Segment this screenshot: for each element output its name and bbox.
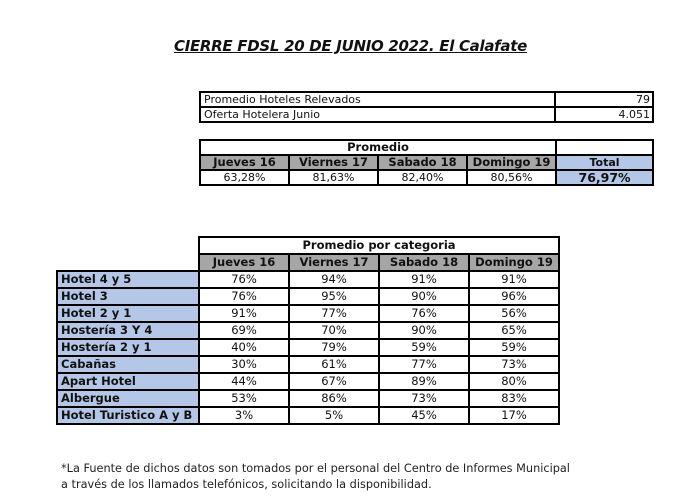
category-value: 83% <box>469 390 559 407</box>
info-table <box>199 91 654 123</box>
page-title: CIERRE FDSL 20 DE JUNIO 2022. El Calafate <box>174 37 527 55</box>
table-row <box>57 339 559 356</box>
day-value: 81,63% <box>289 170 378 185</box>
total-header: Total <box>556 155 653 170</box>
category-value: 59% <box>379 339 469 356</box>
table-row <box>57 407 559 424</box>
category-value: 80% <box>469 373 559 390</box>
category-value: 76% <box>379 305 469 322</box>
category-value: 30% <box>199 356 289 373</box>
day-header: Domingo 19 <box>469 254 559 271</box>
info-value: 4.051 <box>555 107 653 122</box>
category-value: 40% <box>199 339 289 356</box>
category-label: Cabañas <box>57 356 199 373</box>
empty-cell <box>556 140 653 155</box>
info-value: 79 <box>555 92 653 107</box>
category-value: 91% <box>469 271 559 288</box>
day-header: Jueves 16 <box>200 155 289 170</box>
table-row <box>57 373 559 390</box>
category-value: 90% <box>379 288 469 305</box>
day-value: 82,40% <box>378 170 467 185</box>
empty-cell <box>57 237 199 254</box>
table-header-row <box>57 237 559 254</box>
day-header-row <box>200 155 653 170</box>
day-value: 80,56% <box>467 170 556 185</box>
category-value: 86% <box>289 390 379 407</box>
category-value: 17% <box>469 407 559 424</box>
category-value: 56% <box>469 305 559 322</box>
category-value: 70% <box>289 322 379 339</box>
category-value: 79% <box>289 339 379 356</box>
categoria-table <box>56 236 560 425</box>
category-value: 77% <box>379 356 469 373</box>
category-value: 77% <box>289 305 379 322</box>
category-value: 5% <box>289 407 379 424</box>
category-label: Hostería 3 Y 4 <box>57 322 199 339</box>
category-label: Hotel Turistico A y B <box>57 407 199 424</box>
footnote-line: a través de los llamados telefónicos, solicitando la disponibilidad. <box>61 478 432 491</box>
category-label: Hotel 4 y 5 <box>57 271 199 288</box>
category-value: 61% <box>289 356 379 373</box>
category-value: 73% <box>379 390 469 407</box>
empty-cell <box>57 254 199 271</box>
category-value: 76% <box>199 271 289 288</box>
total-value: 76,97% <box>556 170 653 185</box>
category-label: Albergue <box>57 390 199 407</box>
table-header-row <box>200 140 653 155</box>
day-header-row <box>57 254 559 271</box>
table-row <box>57 390 559 407</box>
info-label: Oferta Hotelera Junio <box>200 107 555 122</box>
category-label: Hotel 2 y 1 <box>57 305 199 322</box>
category-value: 69% <box>199 322 289 339</box>
day-header: Viernes 17 <box>289 254 379 271</box>
day-header: Domingo 19 <box>467 155 556 170</box>
table-row <box>200 170 653 185</box>
footnote-line: *La Fuente de dichos datos son tomados por el personal del Centro de Informes Municipal <box>61 462 570 475</box>
category-value: 65% <box>469 322 559 339</box>
day-header: Viernes 17 <box>289 155 378 170</box>
categoria-header: Promedio por categoria <box>199 237 559 254</box>
day-header: Sabado 18 <box>379 254 469 271</box>
category-value: 73% <box>469 356 559 373</box>
category-value: 94% <box>289 271 379 288</box>
footnote <box>61 461 570 493</box>
category-value: 95% <box>289 288 379 305</box>
category-label: Apart Hotel <box>57 373 199 390</box>
table-row <box>200 92 653 107</box>
category-value: 45% <box>379 407 469 424</box>
category-value: 59% <box>469 339 559 356</box>
category-value: 67% <box>289 373 379 390</box>
table-row <box>57 322 559 339</box>
table-row <box>57 288 559 305</box>
promedio-header: Promedio <box>200 140 556 155</box>
table-row <box>57 356 559 373</box>
category-value: 91% <box>379 271 469 288</box>
category-value: 3% <box>199 407 289 424</box>
table-row <box>57 271 559 288</box>
promedio-table <box>199 139 654 186</box>
category-label: Hostería 2 y 1 <box>57 339 199 356</box>
table-row <box>200 107 653 122</box>
category-value: 53% <box>199 390 289 407</box>
table-row <box>57 305 559 322</box>
day-header: Jueves 16 <box>199 254 289 271</box>
day-header: Sabado 18 <box>378 155 467 170</box>
category-label: Hotel 3 <box>57 288 199 305</box>
category-value: 96% <box>469 288 559 305</box>
category-value: 44% <box>199 373 289 390</box>
category-value: 91% <box>199 305 289 322</box>
day-value: 63,28% <box>200 170 289 185</box>
info-label: Promedio Hoteles Relevados <box>200 92 555 107</box>
category-value: 90% <box>379 322 469 339</box>
category-value: 76% <box>199 288 289 305</box>
category-value: 89% <box>379 373 469 390</box>
